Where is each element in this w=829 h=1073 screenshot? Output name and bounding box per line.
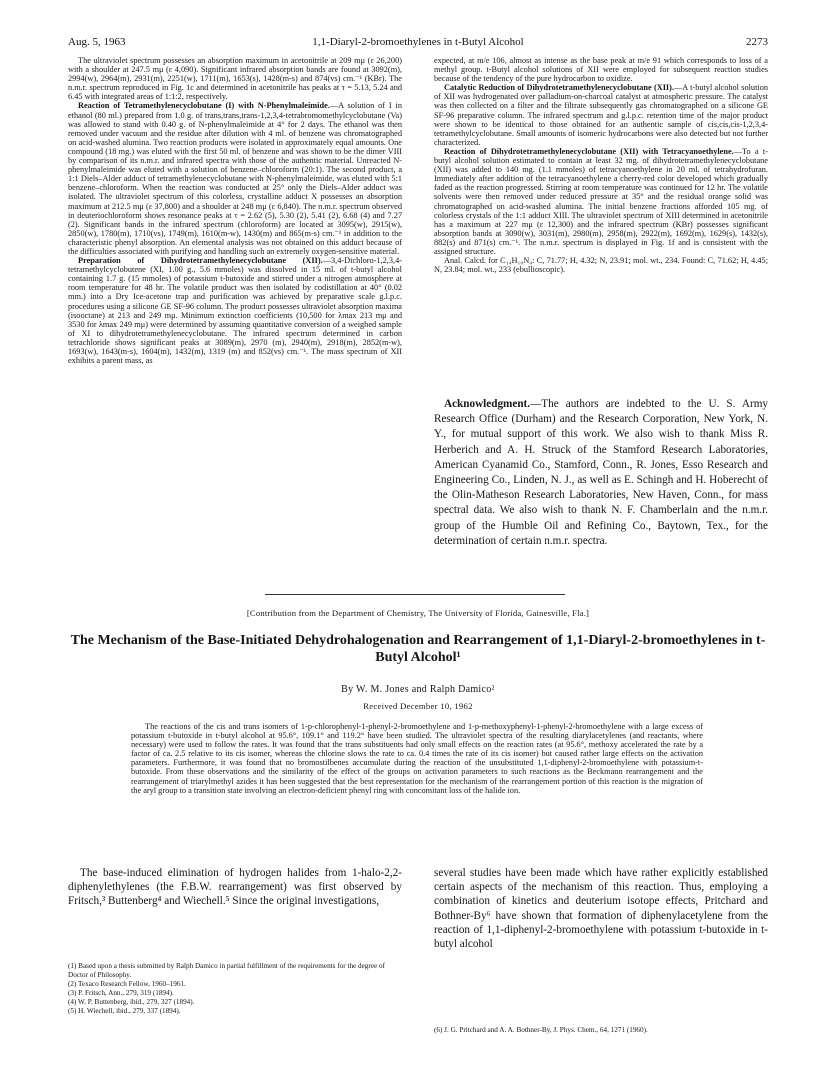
acknowledgment: Acknowledgment.—The authors are indebted to the U. S. Army Research Office (Durham) and the Research Corporation, New York, N. Y., for mutual support of this work. We also wish to thank Miss R. Herberich and A. H. Struck of the Stamford Research Laboratories, American Cyanamid Co., Stamford, Conn., R. Jones, Esso Research and Engineering Co., Linden, N. J., as well as E. Schingh and H. Hoberecht of the Olin-Matheson Research Laboratories, New Haven, Conn., for mass spectral data. We also wish to thank N. F. Chamberlain and the n.m.r. group of the Humble Oil and Refining Co., Baytown, Tex., for the determination of certain n.m.r. spectra. [434,398,768,547]
acknowledgment-heading: Acknowledgment. [444,398,531,410]
section-heading: Reaction of Dihydrotetramethylenecyclobutane (XII) with Tetracyanoethylene. [444,146,734,156]
abstract: The reactions of the cis and trans isomers of 1-p-chlorophenyl-1-phenyl-2-bromoethylene and 1-p-methoxyphenyl-1-phenyl-2-bromoethylene with a large excess of potassium t-butoxide in t-butyl alcohol at 95.6°, 109.1° and 119.2° have been studied. The ultraviolet spectra of the resulting diarylacetylenes (and reactants, where necessary) were used to follow the rates. It was found that the trans substituents had only small effects on the reaction rates (at 95.6°, methoxy accelerated the rate by a factor of ca. 2.5 relative to its cis isomer, whereas the chlorine slows the rate to ca. 0.4 times the rate of its cis isomer) but caused rather large effects on the activation parameters. Furthermore, it was found that no bromostilbenes accumulate during the reaction of the unsubstituted 1,1-diphenyl-2-bromoethylene with potassium-t-butoxide. From these observations and the similarity of the effect of the groups on activation parameters to such reactions as the Beckmann rearrangement and the rearrangement of triarylmethyl azides it has been suggested that the best representation for the mechanism of the rearrangement portion of this reaction is the migration of the aryl group to a transition state involving an electron-deficient phenyl ring with concomitant loss of the halide ion. [131,722,703,795]
header-running-title: 1,1-Diaryl-2-bromoethylenes in t-Butyl Alcohol [312,36,524,48]
header-page-number: 2273 [746,36,768,48]
footnote: (5) H. Wiechell, ibid., 279, 337 (1894). [68,1007,181,1015]
section-heading: Catalytic Reduction of Dihydrotetramethylenecyclobutane (XII). [444,83,674,93]
paragraph: The ultraviolet spectrum possesses an absorption maximum in acetonitrile at 209 mμ (ε 26,200) with a shoulder at 247.5 mμ (ε 4,090). Significant infrared absorption bands are found at 3092(m), 2994(w), 2964(m), 2931(m), 2251(w), 1711(m), 1653(s), 1428(m-s) and 874(vs) cm.⁻¹ (KBr). The n.m.r. spectrum reproduced in Fig. 1c and determined in acetonitrile has peaks at τ = 5.13, 5.24 and 6.45 with integrated areas of 1:1:2, respectively. [68,56,402,102]
paragraph: Catalytic Reduction of Dihydrotetramethylenecyclobutane (XII).—A t-butyl alcohol solution of XII was hydrogenated over palladium-on-charcoal catalyst at atmospheric pressure. The catalyst was then collected on a filter and the filtrate subsequently gas chromatographed on a silicone GE SF-96 preparative column. The infrared spectrum and g.l.p.c. retention time of the major product were shown to be identical to those obtained for an authentic sample of cis,cis,cis-1,2,3,4-tetramethylcyclobutane. Small amounts of isomeric hydrocarbons were also detected but not further characterized. [434,83,768,147]
paragraph: Reaction of Dihydrotetramethylenecyclobutane (XII) with Tetracyanoethylene.—To a t-butyl alcohol solution estimated to contain at least 32 mg. of dihydrotetramethylenecyclobutane (XII) was added to 140 mg. (1.1 mmoles) of tetracyanoethylene in 20 ml. of tetrahydrofuran. Immediately after addition of the tetracyanoethylene a cherry-red color developed which gradually faded as the reaction progressed. Stirring at room temperature was continued for 12 hr. The volatile solvents were then removed under reduced pressure at 35° and the residual orange solid was chromatographed on acid-washed alumina. The initial benzene fractions afforded 105 mg. of colorless crystals of the 1:1 adduct XIII. The ultraviolet spectrum of XIII determined in acetonitrile has a maximum at 227 mμ (ε 12,300) and the infrared spectrum (KBr) possesses significant absorption bands at 3090(w), 3031(m), 2980(m), 2958(m), 2922(m), 1692(m), 1629(s), 1432(s), 882(s) and 871(s) cm.⁻¹. The n.m.r. spectrum is displayed in Fig. 1f and is consistent with the assigned structure. [434,146,768,256]
article-title: The Mechanism of the Base-Initiated Dehydrohalogenation and Rearrangement of 1,1-Diaryl-2-bromoethylenes in t-Butyl Alcohol¹ [70,633,766,665]
article-authors: By W. M. Jones and Ralph Damico² [341,684,495,695]
paragraph: Anal. Calcd. for C₁₄H₁₀N₄: C, 71.77; H, 4.32; N, 23.91; mol. wt., 234. Found: C, 71.62; H, 4.45; N, 23.84; mol. wt., 233 (ebullioscopic). [434,256,768,275]
body-left-column: The base-induced elimination of hydrogen halides from 1-halo-2,2-diphenylethylenes (the F.B.W. rearrangement) was first observed by Fritsch,³ Buttenberg⁴ and Wiechell.⁵ Since the original investigations, [68,867,402,908]
section-divider [265,594,565,595]
footnote: (2) Texaco Research Fellow, 1960–1961. [68,980,186,988]
page-header [68,36,768,50]
footnote: (3) P. Fritsch, Ann., 279, 319 (1894). [68,989,174,997]
footnotes-left [68,962,402,1016]
footnote: (6) J. G. Pritchard and A. A. Bothner-By, J. Phys. Chem., 64, 1271 (1960). [434,1026,648,1034]
contribution-line: [Contribution from the Department of Chemistry, The University of Florida, Gainesville, Fla.] [246,608,590,618]
left-experimental-column [68,56,402,365]
body-right-column: several studies have been made which have rather explicitly established certain aspects of the mechanism of this reaction. Thus, employing a combination of kinetics and deuterium isotope effects, Pritchard and Bothner-By⁶ have shown that formation of diphenylacetylene from the reaction of 1,1-diphenyl-2-bromoethylene with potassium t-butoxide in t-butyl alcohol [434,867,768,951]
header-date: Aug. 5, 1963 [68,36,126,48]
right-experimental-column [434,56,768,274]
received-date: Received December 10, 1962 [363,701,473,711]
paragraph: Preparation of Dihydrotetramethylenecyclobutane (XII).—3,4-Dichloro-1,2,3,4-tetramethylcyclobutene (XI, 1.00 g., 5.6 mmoles) was dissolved in 15 ml. of t-butyl alcohol containing 1.7 g. (15 mmoles) of potassium t-butoxide and stirred under a nitrogen atmosphere at room temperature for 48 hr. The volatile product was then isolated by codistillation at 40° (0.02 mm.) into a Dry Ice-acetone trap and purification was achieved by preparative scale g.l.p.c. procedures using a silicone GE SF-96 column. The product possesses ultraviolet absorption maxima (isooctane) at 213 and 249 mμ. Minimum extinction coefficients (10,500 for λmax 213 mμ and 3530 for λmax 249 mμ) were determined by assuming quantitative conversion of a weighed sample of XI to dihydrotetramethylenecyclobutane. The infrared spectrum determined in carbon tetrachloride shows significant peaks at 3089(m), 2970 (m), 2940(m), 2918(m), 2852(m-w), 1693(w), 1643(m-s), 1604(m), 1432(m), 1319 (m) and 852(vs) cm.⁻¹. The mass spectrum of XII exhibits a parent mass, as [68,256,402,366]
paragraph: expected, at m/e 106, almost as intense as the base peak at m/e 91 which corresponds to loss of a methyl group. t-Butyl alcohol solutions of XII were employed for subsequent reaction studies because of the tendency of the pure hydrocarbon to oxidize. [434,56,768,84]
footnote: (4) W. P. Buttenberg, ibid., 279, 327 (1894). [68,998,195,1006]
footnote: (1) Based upon a thesis submitted by Ralph Damico in partial fulfillment of the requirements for the degree of Doctor of Philosophy. [68,962,385,979]
footnotes-right [434,1026,768,1035]
section-heading: Reaction of Tetramethylenecyclobutane (I) with N-Phenylmaleimide. [78,101,330,111]
paragraph: Reaction of Tetramethylenecyclobutane (I) with N-Phenylmaleimide.—A solution of I in ethanol (80 ml.) prepared from 1.0 g. of trans,trans,trans-1,2,3,4-tetrabromomethylcyclobutane (Va) was allowed to stand with 0.40 g. of N-phenylmaleimide at 4° for 2 days. The ethanol was then removed under vacuum and the residue after dilution with 4 ml. of benzene was chromatographed on acid-washed alumina. Two reaction products were isolated in approximately equal amounts. One compound (18 mg.) was eluted with the first 50 ml. of benzene and was shown to be the dimer VIII by comparison of its n.m.r. and infrared spectra with those of the authentic material. Unreacted N-phenylmaleimide was eluted with a solution of benzene–chloroform (20:1). The second product, a 1:1 Diels–Alder adduct of tetramethylenecyclobutane with N-phenylmaleimide, was eluted with 5:1 benzene–chloroform. When the reaction was conducted at 25° only the Diels–Alder adduct was isolated. The ultraviolet spectrum of this colorless, crystalline adduct X possesses an absorption maximum at 212.5 mμ (ε 37,800) and a shoulder at 248 mμ (ε 6,840). The n.m.r. spectrum observed in deuteriochloroform shows resonance peaks at τ = 2.62 (5), 5.30 (2), 5.41 (2), 6.68 (4) and 7.27 (2). Significant bands in the infrared spectrum (chloroform) are located at 3095(w), 2915(w), 2850(w), 1780(m), 1710(vs), 1749(m), 1610(m-w), 1430(m) and 865(m-s) cm.⁻¹ in addition to the characteristic phenyl absorption. An elemental analysis was not obtained on this adduct because of the difficulties associated with purifying and handling such an extremely oxygen-sensitive material. [68,101,402,256]
section-heading: Preparation of Dihydrotetramethylenecyclobutane (XII). [78,256,323,266]
